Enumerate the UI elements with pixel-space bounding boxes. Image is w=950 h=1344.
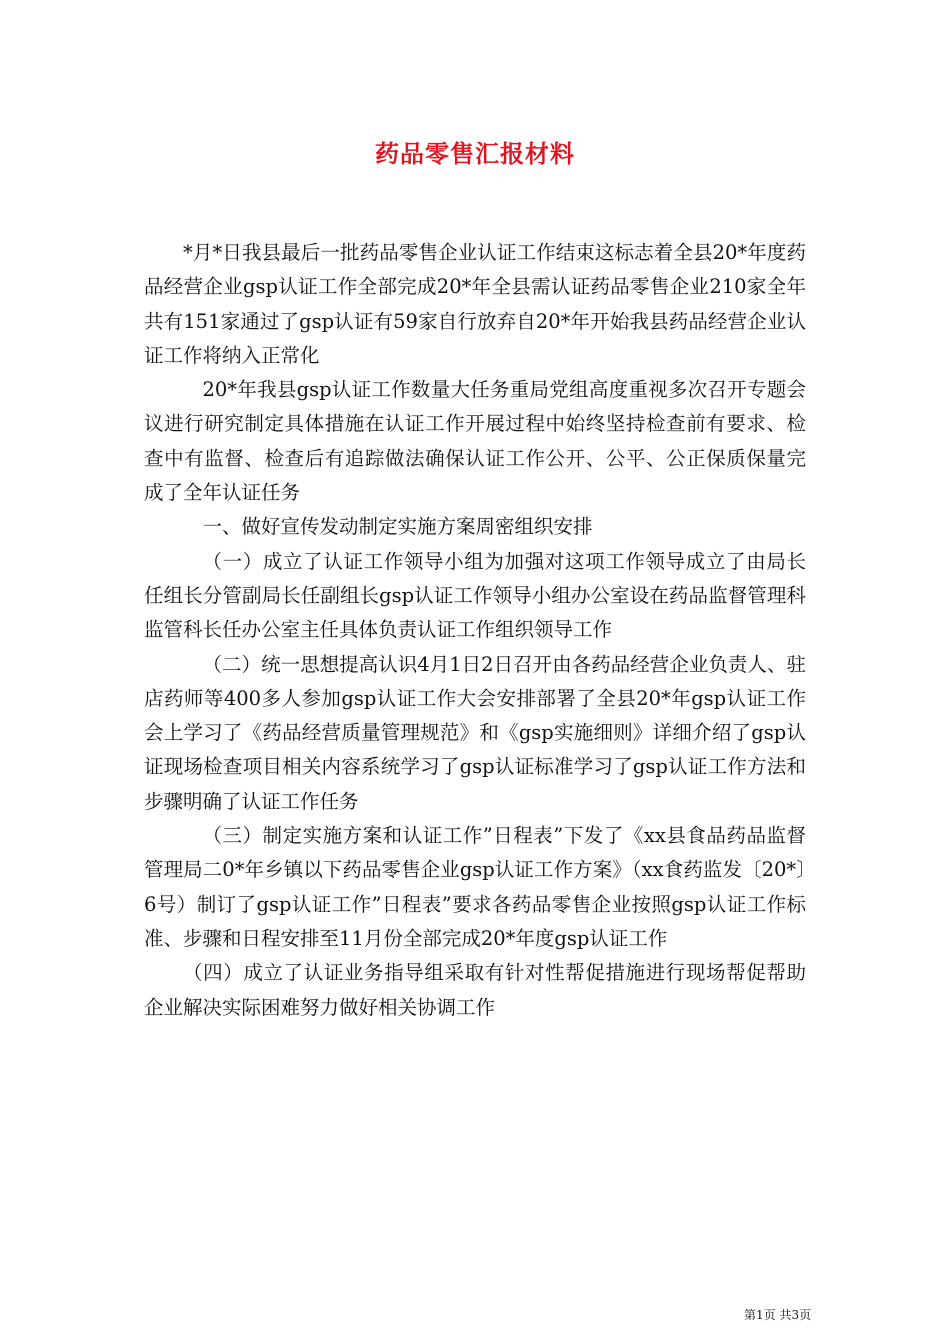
paragraph-intro: *月*日我县最后一批药品零售企业认证工作结束这标志着全县20*年度药品经营企业gsp认证工作全部完成20*年全县需认证药品零售企业210家全年共有151家通过了gsp认证有59家自行放弃自20*年开始我县药品经营企业认证工作将纳入正常化 <box>144 241 806 367</box>
paragraph-summary: 20*年我县gsp认证工作数量大任务重局党组高度重视多次召开专题会议进行研究制定具体措施在认证工作开展过程中始终坚持检查前有要求、检查中有监督、检查后有追踪做法确保认证工作公开、公平、公正保质保量完成了全年认证任务 <box>144 378 806 505</box>
document-body <box>144 236 806 1025</box>
document-title: 药品零售汇报材料 <box>375 139 575 168</box>
paragraph-item-4: （四）成立了认证业务指导组采取有针对性帮促措施进行现场帮促帮助企业解决实际困难努力做好相关协调工作 <box>144 961 806 1019</box>
page-number: 第1页 共3页 <box>744 1308 812 1322</box>
paragraph-item-2: （二）统一思想提高认识4月1日2日召开由各药品经营企业负责人、驻店药师等400多人参加gsp认证工作大会安排部署了全县20*年gsp认证工作会上学习了《药品经营质量管理规范》和《gsp实施细则》详细介绍了gsp认证现场检查项目相关内容系统学习了gsp认证标准学习了gsp认证工作方法和步骤明确了认证工作任务 <box>144 652 806 813</box>
section-heading-1: 一、做好宣传发动制定实施方案周密组织安排 <box>202 515 593 539</box>
paragraph-item-1: （一）成立了认证工作领导小组为加强对这项工作领导成立了由局长任组长分管副局长任副组长gsp认证工作领导小组办公室设在药品监督管理科监管科长任办公室主任具体负责认证工作组织领导工作 <box>144 549 806 642</box>
paragraph-item-3: （三）制定实施方案和认证工作”日程表”下发了《xx县食品药品监督管理局二0*年乡镇以下药品零售企业gsp认证工作方案》（xx食药监发〔20*〕6号）制订了gsp认证工作”日程表”要求各药品零售企业按照gsp认证工作标准、步骤和日程安排至11月份全部完成20*年度gsp认证工作 <box>144 824 806 950</box>
